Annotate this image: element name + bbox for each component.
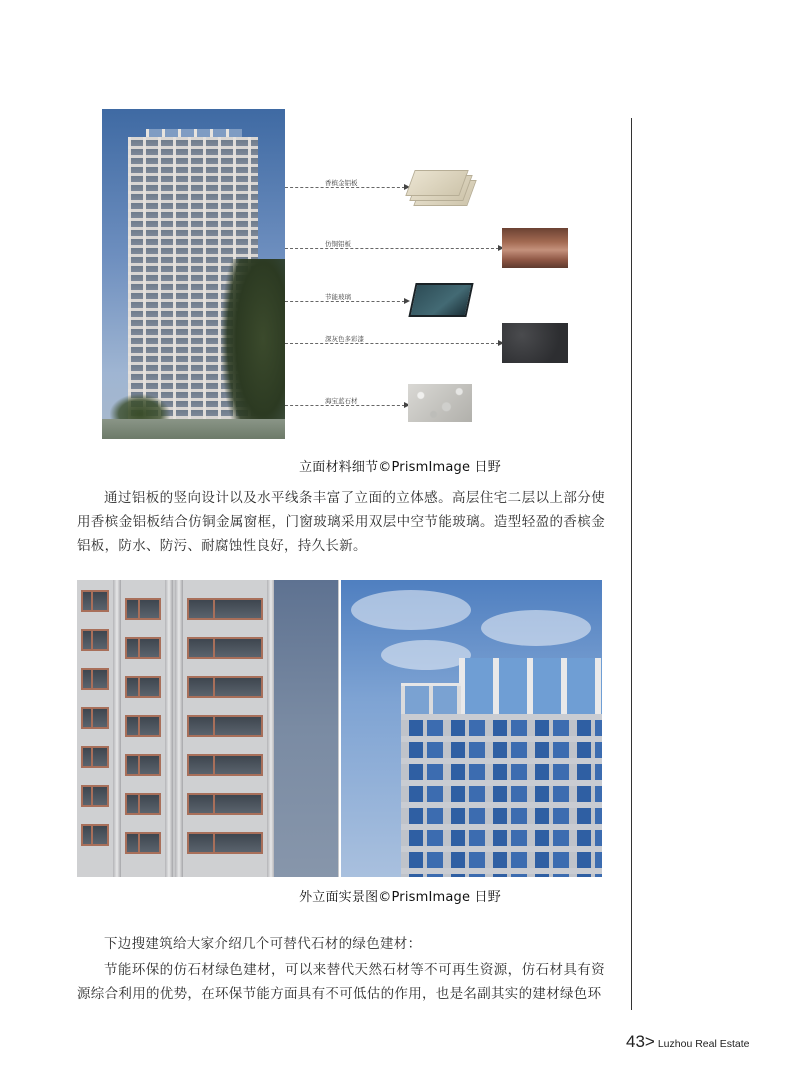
ground-landscape	[102, 419, 285, 439]
energy-saving-glass-swatch	[408, 279, 472, 319]
mullion	[165, 580, 173, 877]
champagne-aluminum-swatch	[408, 170, 474, 208]
tower-crown-glazing	[459, 658, 602, 718]
tower-photo	[102, 109, 285, 439]
tree-foliage	[221, 259, 285, 439]
publication-name: Luzhou Real Estate	[657, 1038, 750, 1050]
figure1-caption: 立面材料细节©PrismImage 日野	[299, 460, 501, 475]
page-number: 43>	[626, 1032, 655, 1051]
page-footer	[626, 1032, 750, 1052]
window-column	[121, 580, 165, 877]
material-label: 节能玻璃	[325, 293, 351, 301]
mullion	[175, 580, 183, 877]
callout-line	[285, 405, 405, 406]
tower-facade-grid	[401, 714, 602, 877]
mullion	[113, 580, 121, 877]
figure2-caption: 外立面实景图©PrismImage 日野	[299, 890, 501, 905]
callout-line	[285, 301, 405, 302]
callout-line	[285, 248, 499, 249]
glass-curtain-strip	[274, 580, 338, 877]
body-paragraph: 节能环保的仿石材绿色建材，可以来替代天然石材等不可再生资源，仿石材具有资源综合利用的优势，在环保节能方面具有不可低估的作用，也是名副其实的建材绿色环	[77, 962, 605, 1002]
facade-closeup-photo	[77, 580, 339, 877]
material-label: 香槟金铝板	[325, 179, 358, 187]
window-column	[183, 580, 267, 877]
stone-material-swatch	[408, 384, 472, 422]
material-label: 仿铜铝板	[325, 240, 351, 248]
vertical-divider-rule	[631, 118, 632, 1010]
dark-grey-paint-swatch	[502, 323, 568, 363]
callout-line	[285, 187, 405, 188]
tower-top-photo	[341, 580, 602, 877]
facade-material-figure	[102, 109, 602, 439]
material-label: 海宝蓝石材	[325, 397, 358, 405]
bronze-aluminum-swatch	[502, 228, 568, 268]
body-paragraph: 下边搜建筑给大家介绍几个可替代石材的绿色建材：	[104, 936, 422, 952]
material-label: 深灰色多彩漆	[325, 335, 364, 343]
facade-photo-figure	[77, 580, 602, 877]
window-column	[77, 580, 113, 877]
callout-line	[285, 343, 499, 344]
body-paragraph: 通过铝板的竖向设计以及水平线条丰富了立面的立体感。高层住宅二层以上部分使用香槟金铝板结合仿铜金属窗框，门窗玻璃采用双层中空节能玻璃。造型轻盈的香槟金铝板，防水、防污、耐腐蚀性良好，持久长新。	[77, 490, 605, 554]
